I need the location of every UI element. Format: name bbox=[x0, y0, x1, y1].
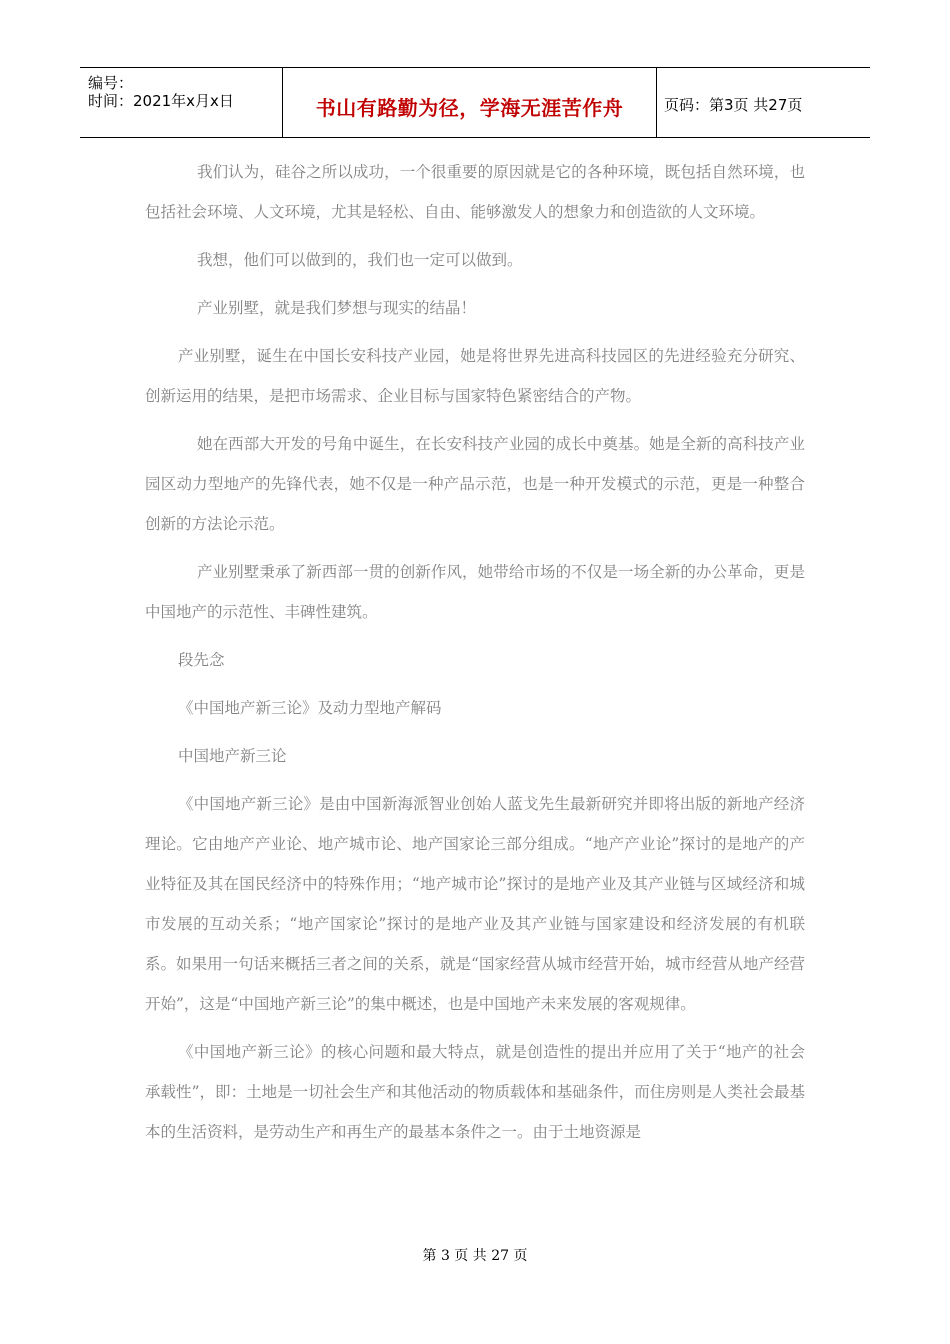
paragraph-core-issue: 《中国地产新三论》的核心问题和最大特点，就是创造性的提出并应用了关于“地产的社会承载性”，即：土地是一切社会生产和其他活动的物质载体和基础条件，而住房则是人类社会最基本的生活资料，是劳动生产和再生产的最基本条件之一。由于土地资源是 bbox=[145, 1043, 805, 1141]
author-name: 段先念 bbox=[178, 651, 225, 669]
number-label: 编号： bbox=[88, 74, 134, 92]
header-motto: 书山有路勤为径，学海无涯苦作舟 bbox=[315, 96, 624, 120]
header-meta-cell bbox=[80, 68, 282, 137]
subsection-title: 中国地产新三论 bbox=[178, 747, 287, 765]
paragraph-dream-crystal: 产业别墅，就是我们梦想与现实的结晶！ bbox=[197, 299, 477, 317]
page-footer: 第 3 页 共 27 页 bbox=[422, 1248, 528, 1264]
paragraph-innovation-style: 产业别墅秉承了新西部一贯的创新作风，她带给市场的不仅是一场全新的办公革命，更是中国地产的示范性、丰碑性建筑。 bbox=[145, 563, 805, 621]
section-title: 《中国地产新三论》及动力型地产解码 bbox=[178, 699, 442, 717]
time-label: 时间：2021年x月x日 bbox=[88, 92, 234, 110]
paragraph-western-development: 她在西部大开发的号角中诞生，在长安科技产业园的成长中奠基。她是全新的高科技产业园区动力型地产的先锋代表，她不仅是一种产品示范，也是一种开发模式的示范，更是一种整合创新的方法论示范。 bbox=[145, 435, 805, 533]
paragraph-silicon-valley: 我们认为，硅谷之所以成功，一个很重要的原因就是它的各种环境，既包括自然环境，也包括社会环境、人文环境，尤其是轻松、自由、能够激发人的想象力和创造欲的人文环境。 bbox=[145, 163, 805, 221]
paragraph-three-theories: 《中国地产新三论》是由中国新海派智业创始人蓝戈先生最新研究并即将出版的新地产经济理论。它由地产产业论、地产城市论、地产国家论三部分组成。“地产产业论”探讨的是地产的产业特征及其在国民经济中的特殊作用；“地产城市论”探讨的是地产业及其产业链与区域经济和城市发展的互动关系；“地产国家论”探讨的是地产业及其产业链与国家建设和经济发展的有机联系。如果用一句话来概括三者之间的关系，就是“国家经营从城市经营开始，城市经营从地产经营开始”，这是“中国地产新三论”的集中概述，也是中国地产未来发展的客观规律。 bbox=[145, 795, 805, 1013]
header-page-cell bbox=[656, 68, 870, 137]
paragraph-we-can-do: 我想，他们可以做到的，我们也一定可以做到。 bbox=[197, 251, 523, 269]
header-page-number: 页码：第3页 共27页 bbox=[664, 96, 803, 114]
document-body bbox=[145, 152, 805, 1160]
paragraph-industry-villa-birth: 产业别墅，诞生在中国长安科技产业园，她是将世界先进高科技园区的先进经验充分研究、创新运用的结果，是把市场需求、企业目标与国家特色紧密结合的产物。 bbox=[145, 347, 805, 405]
header-motto-cell bbox=[282, 68, 657, 137]
document-header bbox=[80, 67, 870, 138]
